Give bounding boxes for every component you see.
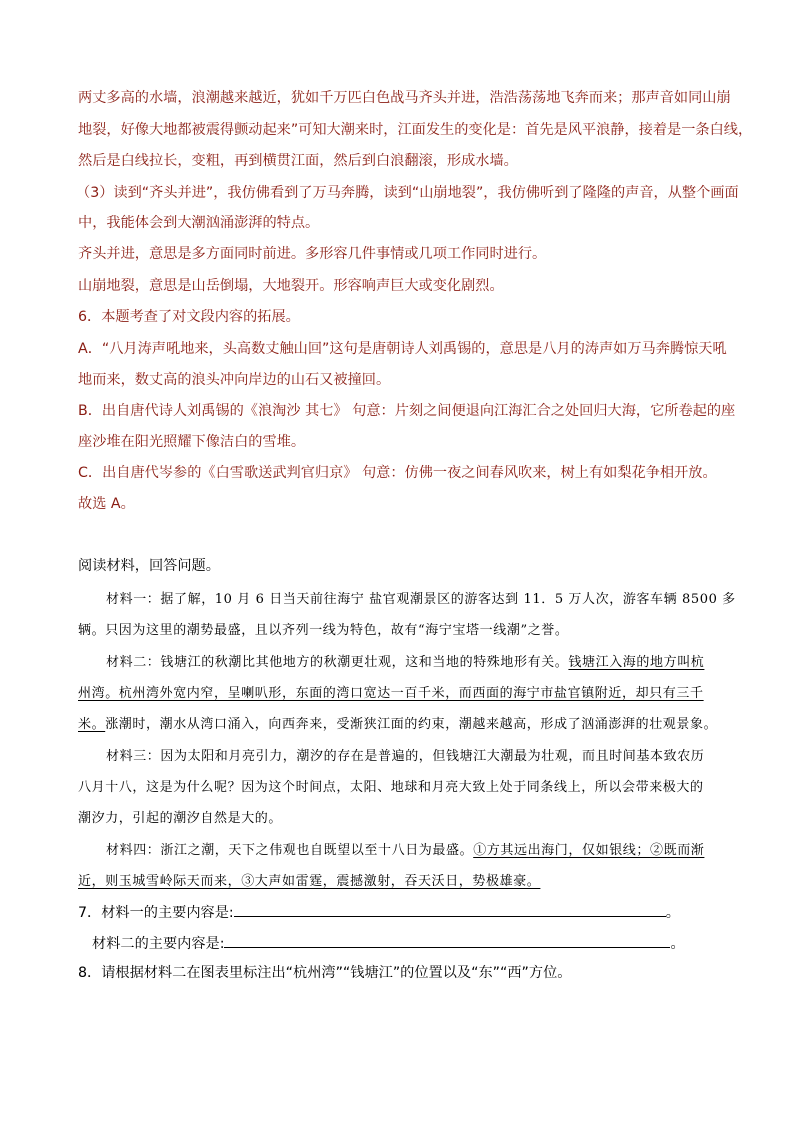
reading-intro: 阅读材料，回答问题。	[78, 558, 220, 574]
q6-analysis-title: 6．本题考查了对文段内容的拓展。	[78, 309, 300, 325]
q7-line-2	[92, 933, 685, 954]
material-two-underlined: 米。	[78, 717, 106, 732]
answer-part3-line: （3）读到“齐头并进”，我仿佛看到了万马奔腾，读到“山崩地裂”，我仿佛听到了隆隆的声音，从整个画面	[76, 185, 739, 201]
answer-part3-line: 中，我能体会到大潮汹涌澎湃的特点。	[78, 215, 320, 231]
end-mark: 。	[665, 905, 680, 921]
material-two-text: 涨潮时，潮水从湾口涌入，向西奔来，受渐狭江面的约束，潮越来越高，形成了汹涌澎湃的壮观景象。	[105, 717, 718, 732]
q7-label: 7．材料一的主要内容是:	[78, 905, 234, 921]
answer-text-line: 地裂，好像大地都被震得颤动起来”可知大潮来时，江面发生的变化是：首先是风平浪静，接着是一条白线，	[78, 122, 753, 138]
material-three-line: 潮汐力，引起的潮汐自然是大的。	[78, 811, 283, 826]
q7-answer-blank-2[interactable]	[224, 933, 670, 948]
material-one-line: 材料一：据了解，10 月 6 日当天前往海宁 盐官观潮景区的游客达到 11．5 万人次，游客车辆 8500 多	[106, 592, 736, 607]
idiom-explanation-qitou: 齐头并进，意思是多方面同时前进。多形容几件事情或几项工作同时进行。	[78, 246, 547, 262]
material-four-text: 材料四：浙江之潮，天下之伟观也自既望以至十八日为最盛。	[106, 843, 474, 858]
q6-option-c-line: C．出自唐代岑参的《白雪歌送武判官归京》 句意：仿佛一夜之间春风吹来，树上有如梨花争相开放。	[78, 465, 717, 481]
material-four-underlined: ①方其远出海门，仅如银线；②既而渐	[473, 843, 705, 858]
q7-label-2: 材料二的主要内容是:	[92, 936, 225, 952]
material-two-line	[78, 715, 717, 735]
material-two-underlined: 州湾。杭州湾外宽内窄，呈喇叭形，东面的湾口宽达一百千米，而西面的海宁市盐官镇附近，却只有三千	[78, 686, 704, 701]
q7-line	[78, 902, 680, 923]
material-four-line	[78, 872, 540, 892]
q7-answer-blank[interactable]	[234, 902, 666, 917]
q6-option-a-line: 地而来，数丈高的浪头冲向岸边的山石又被撞回。	[78, 372, 391, 388]
answer-text-line: 两丈多高的水墙，浪潮越来越近，犹如千万匹白色战马齐头并进，浩浩荡荡地飞奔而来；那声音如同山崩	[78, 90, 731, 106]
end-mark: 。	[670, 936, 685, 952]
answer-text-line: 然后是白线拉长，变粗，再到横贯江面，然后到白浪翻滚，形成水墙。	[78, 153, 518, 169]
material-two-text: 材料二：钱塘江的秋潮比其他地方的秋潮更壮观，这和当地的特殊地形有关。	[106, 655, 569, 670]
q6-answer: 故选 A。	[78, 496, 135, 512]
q6-option-a-line: A．“八月涛声吼地来，头高数丈触山回”这句是唐朝诗人刘禹锡的，意思是八月的涛声如万马奔腾惊天吼	[78, 341, 727, 357]
material-two-line	[106, 653, 704, 673]
material-one-line: 辆。只因为这里的潮势最盛，且以齐列一线为特色，故有“海宁宝塔一线潮”之誉。	[78, 623, 569, 638]
material-four-line	[106, 841, 704, 861]
idiom-explanation-shanbeng: 山崩地裂，意思是山岳倒塌，大地裂开。形容响声巨大或变化剧烈。	[78, 278, 504, 294]
q6-option-b-line: B．出自唐代诗人刘禹锡的《浪淘沙 其七》 句意：片刻之间便退向江海汇合之处回归大海，它所卷起的座	[78, 403, 736, 419]
material-three-line: 材料三：因为太阳和月亮引力，潮汐的存在是普遍的，但钱塘江大潮最为壮观，而且时间基本致农历	[106, 749, 705, 764]
material-four-underlined: 近，则玉城雪岭际天而来，③大声如雷霆，震撼激射，吞天沃日，势极雄豪。	[78, 874, 541, 889]
material-three-line: 八月十八，这是为什么呢？因为这个时间点，太阳、地球和月亮大致上处于同条线上，所以会带来极大的	[78, 780, 704, 795]
material-two-line	[78, 684, 704, 704]
q8-question: 8．请根据材料二在图表里标注出“杭州湾”“钱塘江”的位置以及“东”“西”方位。	[78, 965, 572, 981]
q6-option-b-line: 座沙堆在阳光照耀下像洁白的雪堆。	[78, 434, 306, 450]
material-two-underlined: 钱塘江入海的地方叫杭	[568, 655, 705, 670]
